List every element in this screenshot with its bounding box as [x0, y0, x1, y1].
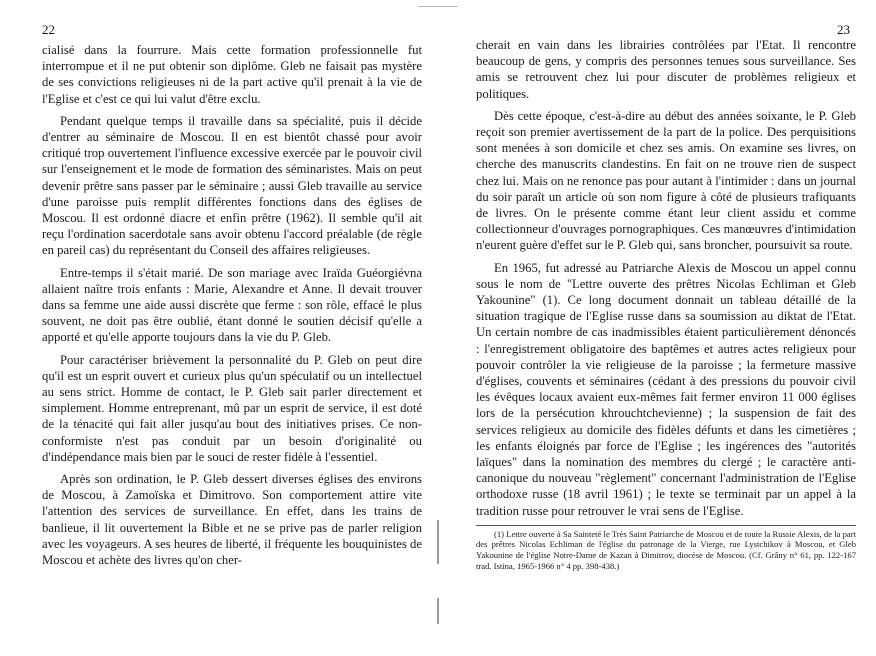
paragraph: cialisé dans la fourrure. Mais cette formation professionnelle fut interrompue et il ne put obtenir son diplôme. Gleb ne faisait pas mystère de ses convictions religieuses ni de la part active qu'il prenait à la vie de l'Eglise et c'est ce qui lui valut d'être exclu. [42, 43, 422, 106]
paragraph: En 1965, fut adressé au Patriarche Alexis de Moscou un appel connu sous le nom de "Lettre ouverte des prêtres Nicolas Echliman et Gleb Yakounine" (1). Ce long document donnait un tableau détaillé de la situation tragique de l'Eglise russe dans sa soumission au diktat de l'Etat. Un certain nombre de cas inadmissibles étaient particulièrement dénoncés : l'enregistrement obligatoire des baptêmes et autres actes religieux pour pouvoir contrôler la vie religieuse de la paroisse ; la fermeture massive d'églises, couvents et séminaires (cédant à des pressions du pouvoir civil les évêques locaux avaient eux-mêmes fait fermer environ 11 000 églises lors de la persécution khrouchtchevienne) ; la suspension de fait des services religieux au domicile des fidèles défunts et dans les cimetières ; les enfants éloignés par force de l'Eglise ; les ingérences des "autorités laïques" dans la nomination des membres du clergé ; le caractère anti-canonique du nouveau "règlement" concernant l'administration de l'Eglise orthodoxe russe (18 avril 1961) ; le texte se terminait par un appel à la tradition russe pour retrouver le vrai sens de l'Eglise. [476, 260, 856, 518]
paragraph: Entre-temps il s'était marié. De son mariage avec Iraïda Guéorgiévna allaient naître trois enfants : Marie, Alexandre et Anne. Il devait trouver dans sa femme une aide aussi discrète que ferme : son rôle, effacé le plus souvent, ne doit pas être oublié, étant donné le soutien décisif qu'elle a apporté et qu'elle apporte toujours dans la vie du P. Gleb. [42, 265, 422, 345]
text-column [42, 42, 422, 574]
page-number: 22 [42, 22, 55, 37]
page-number: 23 [837, 22, 850, 37]
paragraph: Pour caractériser brièvement la personnalité du P. Gleb on peut dire qu'il est un esprit ouvert et curieux plus qu'un spéculatif ou un intellectuel au sens strict. Homme de contact, le P. Gleb sait parler directement et simplement. Homme entreprenant, mû par un esprit de service, il est doté de la ténacité qui fait aller jusqu'au bout des initiatives prises. Ce non-conformiste n'est pas conduit par un besoin d'originalité ou d'indépendance mais bien par le souci de rester fidèle à l'essentiel. [42, 352, 422, 464]
footnote: (1) Lettre ouverte à Sa Sainteté le Très Saint Patriarche de Moscou et de toute la Russie Alexis, de la part des prêtres Nicolas Echliman de l'église du patronage de la Vierge, rue Lystchikov à Moscou, et Gleb Yakounine de l'église Notre-Dame de Kazan à Dimitrov, diocèse de Moscou. (Cf. Grâny n° 61, pp. 122-167 trad. Istina, 1965-1966 n° 4 pp. 398-438.) [476, 528, 856, 571]
paragraph: Dès cette époque, c'est-à-dire au début des années soixante, le P. Gleb reçoit son premier avertissement de la part de la police. Des perquisitions sont menées à son domicile et chez ses amis. On examine ses livres, on cherche des manuscrits clandestins. En fait on ne trouve rien de suspect chez lui. Mais on ne renonce pas pour autant à l'intimider : dans un journal du soir paraît un article où son nom figure à côté de plusieurs trafiquants de livres. On le présente comme étant leur client assidu et comme collectionneur d'ouvrages pornographiques. Ces manœuvres d'intimidation n'eurent guère d'effet sur le P. Gleb qui, sans broncher, poursuivit sa route. [476, 108, 856, 253]
footnote-divider [476, 525, 856, 526]
paragraph: Après son ordination, le P. Gleb dessert diverses églises des environs de Moscou, à Zamoïska et Dimitrovo. Son comportement attire vite l'attention des services de surveillance. En effet, dans les trains de banlieue, il lit ouvertement la Bible et ne se prive pas de parler religion avec les voyageurs. A ses heures de liberté, il fréquente les bouquinistes de Moscou et achète des livres qu'on cher- [42, 472, 422, 568]
right-page [438, 0, 876, 656]
paragraph: cherait en vain dans les librairies contrôlées par l'Etat. Il rencontre beaucoup de gens, y compris des personnes tenues sous surveillance. Ses amis se retrouvent chez lui pour discuter de problèmes religieux et politiques. [476, 38, 856, 101]
text-column [476, 37, 856, 577]
paragraph: Pendant quelque temps il travaille dans sa spécialité, puis il décide d'entrer au séminaire de Moscou. Il en est bientôt chassé pour avoir critiqué trop ouvertement l'influence excessive exercée par le pouvoir civil sur l'enseignement et le mode de formation des séminaristes. Mais on peut devenir prêtre sans passer par le séminaire ; aussi Gleb travaille au service d'une paroisse puis remplit différentes fonctions dans des églises de Moscou. Il est ordonné diacre et enfin prêtre (1962). Il semble qu'il ait reçu l'ordination sacerdotale sans avoir obtenu l'accord préalable (de règle en pareil cas) du représentant du Conseil des affaires religieuses. [42, 113, 422, 258]
